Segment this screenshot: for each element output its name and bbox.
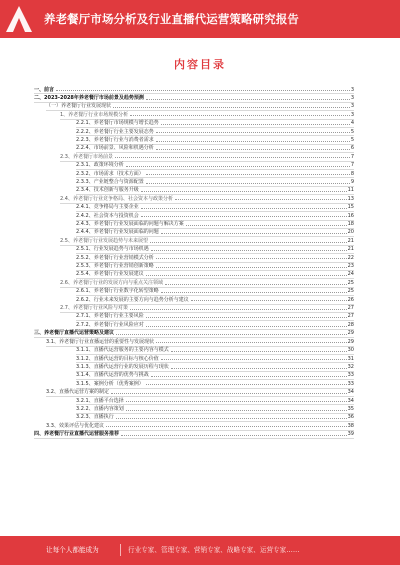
toc-entry-label: 3.3、效果评估与优化建议	[46, 422, 104, 429]
toc-entry-label: 3.1.5、案例分析（优秀案例）	[76, 380, 144, 387]
toc-leader-dots	[146, 275, 347, 276]
toc-entry-label: 1、养老餐厅行业市场规模分析	[60, 111, 129, 118]
toc-leader-dots	[156, 342, 347, 343]
toc-leader-dots	[156, 149, 350, 150]
toc-entry-label: 2.4.2、社会资本与投资机会	[76, 212, 139, 219]
toc-entry-label: 2.5.4、养老餐厅行业发展建议	[76, 271, 144, 278]
toc-leader-dots	[165, 284, 347, 285]
toc-entry-page: 34	[347, 397, 354, 404]
toc-entry-page: 21	[347, 246, 354, 253]
toc-leader-dots	[113, 107, 350, 108]
toc-leader-dots	[126, 166, 350, 167]
toc-leader-dots	[126, 401, 347, 402]
toc-entry-label: 2.2.1、养老餐厅市场规模与增长趋势	[76, 120, 159, 127]
toc-entry-label: 2.2.2、养老餐厅行业主要发展态势	[76, 128, 154, 135]
toc-entry-label: 2.4.1、竞争格局与主要企业	[76, 204, 139, 211]
brand-logo-icon	[4, 4, 34, 34]
toc-entry-page: 29	[347, 330, 354, 337]
toc-entry-page: 9	[350, 178, 354, 185]
toc-entry-label: 3.1.4、直播代运营的优势与挑战	[76, 372, 149, 379]
footer-tagline: 行业专家、管理专家、营销专家、战略专家、运营专家……	[128, 546, 300, 554]
toc-entry-label: 3.1.1、直播代运营服务的主要内容与模式	[76, 347, 169, 354]
toc-entry-page: 33	[347, 372, 354, 379]
toc-entry-page: 16	[347, 212, 354, 219]
toc-entry-page: 24	[347, 271, 354, 278]
toc-leader-dots	[121, 435, 347, 436]
toc-entry-page: 5	[350, 136, 354, 143]
toc-entry-page: 27	[347, 305, 354, 312]
toc-leader-dots	[171, 368, 347, 369]
toc-entry-page: 3	[350, 94, 354, 101]
toc-entry-label: 2.7.1、养老餐厅行业主要风险	[76, 313, 144, 320]
toc-leader-dots	[151, 250, 347, 251]
toc-entry-page: 36	[347, 414, 354, 421]
toc-leader-dots	[161, 233, 347, 234]
toc-entry-page: 11	[347, 187, 354, 194]
toc-entry-label: 2.7、养老餐厅行业风险与对策	[60, 305, 128, 312]
toc-entry-label: 2.2.4、市场前景、风险和机遇分析	[76, 145, 154, 152]
toc-entry-label: 2.3.2、市场需求（技术方面）	[76, 170, 144, 177]
toc-entry-page: 22	[347, 254, 354, 261]
toc-entry-page: 30	[347, 347, 354, 354]
footer-bar	[0, 536, 400, 565]
toc-entry-page: 3	[350, 111, 354, 118]
toc-leader-dots	[161, 292, 347, 293]
toc-leader-dots	[146, 183, 350, 184]
toc-leader-dots	[161, 359, 347, 360]
toc-entry-label: 3.1.2、直播代运营的目标与核心价值	[76, 355, 159, 362]
toc-leader-dots	[156, 132, 350, 133]
toc-leader-dots	[106, 426, 347, 427]
toc-entry-label: 3.2.3、直播执行	[76, 414, 114, 421]
toc-leader-dots	[111, 393, 347, 394]
toc-entry-page: 35	[347, 405, 354, 412]
toc-entry-page: 7	[350, 153, 354, 160]
toc-entry-page: 34	[347, 389, 354, 396]
toc-leader-dots	[130, 309, 347, 310]
toc-entry-label: 2.3.3、产业链整合与资源配置	[76, 178, 144, 185]
toc-entry-page: 20	[347, 229, 354, 236]
footer-divider	[120, 544, 121, 556]
toc-entry-label: 2.5、养老餐厅行业发展趋势与未来展望	[60, 237, 148, 244]
toc-entry-label: 2.4、养老餐厅行业竞争格局、社会资本与政策分析	[60, 195, 173, 202]
toc-entry-page: 38	[347, 422, 354, 429]
toc-leader-dots	[156, 258, 347, 259]
toc-entry[interactable]	[34, 431, 354, 439]
toc-entry-page: 3	[350, 103, 354, 110]
toc-entry-page: 13	[347, 195, 354, 202]
toc-leader-dots	[175, 199, 347, 200]
toc-entry-label: 2.4.4、养老餐厅行业发展面临的问题	[76, 229, 159, 236]
table-of-contents	[34, 86, 354, 439]
toc-entry-label: 2.6.1、养老餐厅行业数字化转型策略	[76, 288, 159, 295]
toc-leader-dots	[56, 90, 350, 91]
toc-leader-dots	[146, 99, 350, 100]
toc-entry-label: 2.2.3、养老餐厅行业与消费者需求	[76, 136, 154, 143]
toc-entry-label: 2.3.4、技术创新与服务升级	[76, 187, 139, 194]
toc-entry-label: 2.3、养老餐厅市场前景	[60, 153, 113, 160]
toc-entry-page: 23	[347, 263, 354, 270]
toc-entry-page: 32	[347, 363, 354, 370]
toc-entry-label: 2.5.3、养老餐厅行业营销创新策略	[76, 263, 154, 270]
toc-heading: 内容目录	[174, 58, 226, 71]
toc-entry-page: 28	[347, 321, 354, 328]
toc-entry-page: 21	[347, 237, 354, 244]
toc-entry-page: 39	[347, 431, 354, 438]
toc-leader-dots	[150, 242, 347, 243]
toc-entry-label: 3.2、直播代运营方案的制定	[46, 389, 109, 396]
toc-entry-label: 2.6、养老餐厅行业的发展方向与重点关注领域	[60, 279, 163, 286]
toc-entry-label: 3.1、养老餐厅行业直播运营的重要性与发展现状	[46, 338, 154, 345]
toc-entry-page: 31	[347, 355, 354, 362]
toc-leader-dots	[146, 384, 347, 385]
toc-entry-label: 3.2.1、直播平台选择	[76, 397, 124, 404]
toc-entry-label: 四、养老餐厅行业直播代运营服务推荐	[34, 431, 120, 438]
toc-entry-label: 2.5.2、养老餐厅行业营销模式分析	[76, 254, 154, 261]
toc-entry-label: 2.7.2、养老餐厅行业风险应对	[76, 321, 144, 328]
toc-leader-dots	[141, 208, 347, 209]
toc-leader-dots	[115, 157, 350, 158]
footer-slogan: 让每个人都能成为	[46, 546, 99, 554]
toc-entry-label: 2.6.2、行业未来发展的主要方向与趋势分析与建议	[76, 296, 189, 303]
toc-entry-page: 25	[347, 288, 354, 295]
toc-entry-page: 7	[350, 162, 354, 169]
toc-leader-dots	[141, 216, 347, 217]
toc-entry-label: 二、2023-2028年养老餐厅市场前景及趋势预测	[34, 94, 144, 101]
toc-leader-dots	[141, 191, 347, 192]
toc-entry-label: 3.1.3、直播代运营行业的发展历程与现状	[76, 363, 169, 370]
toc-entry-label: 2.5.1、行业发展趋势与市场机遇	[76, 246, 149, 253]
toc-entry-label: 2.4.3、养老餐厅行业发展面临的问题与解决方案	[76, 221, 184, 227]
toc-entry-page: 18	[347, 221, 354, 227]
report-title: 养老餐厅市场分析及行业直播代运营策略研究报告	[44, 12, 299, 26]
header-bar	[0, 0, 400, 38]
toc-leader-dots	[156, 141, 350, 142]
toc-leader-dots	[191, 300, 347, 301]
toc-entry-label: 一、前言	[34, 86, 55, 93]
toc-leader-dots	[116, 418, 347, 419]
toc-leader-dots	[171, 351, 347, 352]
toc-entry-page: 25	[347, 279, 354, 286]
toc-entry-page: 8	[350, 170, 354, 177]
toc-entry-page: 33	[347, 380, 354, 387]
toc-leader-dots	[146, 317, 347, 318]
toc-leader-dots	[146, 326, 347, 327]
toc-leader-dots	[116, 334, 347, 335]
toc-leader-dots	[151, 376, 347, 377]
toc-entry-page: 5	[350, 128, 354, 135]
toc-entry-page: 29	[347, 338, 354, 345]
toc-leader-dots	[126, 410, 347, 411]
toc-entry-label: （一）养老餐厅行业发展现状	[46, 103, 112, 110]
toc-entry-page: 4	[350, 120, 354, 127]
toc-entry-page: 3	[350, 86, 354, 93]
toc-entry-page: 15	[347, 204, 354, 211]
toc-entry-page: 6	[350, 145, 354, 152]
toc-entry-label: 3.2.2、直播内容策划	[76, 405, 124, 412]
toc-entry-label: 三、养老餐厅直播代运营策略及建议	[34, 330, 115, 337]
toc-leader-dots	[186, 225, 347, 226]
toc-entry-page: 26	[347, 296, 354, 303]
toc-leader-dots	[146, 174, 350, 175]
toc-leader-dots	[156, 267, 347, 268]
toc-entry-label: 2.3.1、政策环境分析	[76, 162, 124, 169]
toc-leader-dots	[130, 115, 350, 116]
toc-leader-dots	[161, 124, 350, 125]
toc-entry-page: 27	[347, 313, 354, 320]
